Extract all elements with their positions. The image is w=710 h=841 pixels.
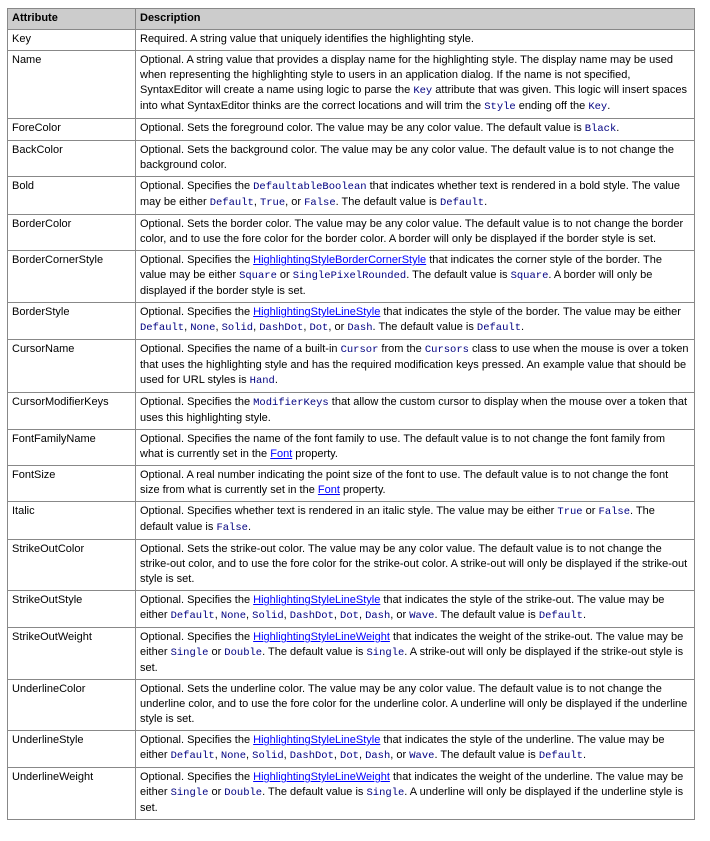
code-literal: Default bbox=[440, 197, 485, 209]
code-literal: Wave bbox=[409, 610, 435, 622]
description-text: Optional. Specifies the bbox=[140, 771, 254, 783]
attribute-table-body bbox=[8, 30, 695, 820]
table-row bbox=[8, 768, 695, 820]
attribute-description bbox=[136, 251, 695, 303]
description-text: that indicates the style of the border. The value may be either bbox=[380, 306, 681, 318]
code-literal: Default bbox=[209, 197, 254, 209]
description-text: , bbox=[358, 749, 366, 761]
description-text: . bbox=[484, 196, 488, 208]
description-text: , bbox=[214, 749, 221, 761]
doc-link[interactable]: Font bbox=[317, 484, 340, 496]
description-text: . The default value is bbox=[434, 609, 539, 621]
description-text: Optional. Specifies whether text is rendered in an italic style. The value may be either bbox=[140, 505, 558, 517]
description-text: , bbox=[215, 321, 222, 333]
code-literal: ModifierKeys bbox=[253, 397, 329, 409]
description-text: Optional. Specifies the bbox=[140, 396, 254, 408]
table-row bbox=[8, 119, 695, 141]
code-literal: Solid bbox=[252, 610, 284, 622]
description-text: Optional. Specifies the bbox=[140, 631, 254, 643]
description-text: , bbox=[283, 749, 290, 761]
description-text: Optional. A string value that provides a display name for the highlighting style. The display name may be used when representing the highlighting style to users in an application dialog. If the name is not specified, SyntaxEditor will create a name using logic to parse the bbox=[140, 54, 673, 96]
description-text: Optional. Specifies the name of a built-in bbox=[140, 343, 341, 355]
description-text: or bbox=[276, 269, 293, 281]
table-row bbox=[8, 430, 695, 466]
table-row bbox=[8, 51, 695, 119]
attribute-name: BorderCornerStyle bbox=[8, 251, 136, 303]
description-text: , or bbox=[390, 749, 410, 761]
attribute-description bbox=[136, 502, 695, 540]
code-literal: Solid bbox=[252, 750, 284, 762]
table-row bbox=[8, 680, 695, 731]
code-literal: Hand bbox=[249, 375, 275, 387]
description-text: , bbox=[184, 321, 191, 333]
attribute-name: StrikeOutStyle bbox=[8, 591, 136, 628]
description-text: . The default value is bbox=[434, 749, 539, 761]
code-literal: True bbox=[557, 506, 583, 518]
description-text: , or bbox=[328, 321, 348, 333]
description-text: , bbox=[303, 321, 310, 333]
attribute-description bbox=[136, 540, 695, 591]
description-text: , bbox=[253, 321, 260, 333]
description-text: , bbox=[333, 609, 341, 621]
code-literal: None bbox=[220, 610, 247, 622]
attribute-description bbox=[136, 215, 695, 251]
attribute-name: UnderlineStyle bbox=[8, 731, 136, 768]
description-text: that indicates the style of the strike-out. The value may be either bbox=[140, 594, 665, 621]
code-literal: DashDot bbox=[289, 610, 334, 622]
description-text: class to use when the mouse is over a token that uses the highlighting style and has the required modification keys pressed. An example value that should be used for URL styles is bbox=[140, 343, 689, 386]
description-text: property. bbox=[339, 484, 386, 496]
description-text: Optional. Sets the border color. The value may be any color value. The default value is to not change the border color, and to use the fore color for the border color. A border will only be displayed if the border style is set. bbox=[140, 218, 684, 245]
description-text: that indicates the corner style of the border. The value may be either bbox=[140, 254, 662, 281]
attribute-name: Bold bbox=[8, 177, 136, 215]
table-row bbox=[8, 502, 695, 540]
description-text: . A strike-out will only be displayed if the strike-out style is set. bbox=[140, 646, 684, 674]
table-row bbox=[8, 303, 695, 340]
description-text: or bbox=[582, 505, 599, 517]
description-text: that allow the custom cursor to display when the mouse over a token that uses this highlighting style. bbox=[140, 396, 688, 424]
code-literal: Cursor bbox=[340, 344, 379, 356]
code-literal: Solid bbox=[221, 322, 254, 334]
description-text: . The default value is bbox=[335, 196, 440, 208]
description-text: . bbox=[582, 749, 586, 761]
code-literal: Black bbox=[584, 123, 617, 135]
doc-link[interactable]: HighlightingStyleLineWeight bbox=[253, 631, 390, 643]
description-text: Optional. Specifies the name of the font family to use. The default value is to not change the font family from what is currently set in the bbox=[140, 433, 666, 460]
description-text: . bbox=[521, 321, 525, 333]
attribute-description bbox=[136, 628, 695, 680]
description-text: Optional. Specifies the bbox=[140, 180, 254, 192]
attribute-description bbox=[136, 303, 695, 340]
attribute-name: FontSize bbox=[8, 466, 136, 502]
column-header-description: Description bbox=[136, 9, 695, 30]
table-row bbox=[8, 251, 695, 303]
code-literal: Double bbox=[224, 647, 263, 659]
code-literal: Style bbox=[484, 101, 516, 113]
description-text: , bbox=[333, 749, 341, 761]
attribute-description bbox=[136, 177, 695, 215]
description-text: that indicates the style of the underline. The value may be either bbox=[140, 734, 665, 761]
code-literal: Default bbox=[538, 610, 583, 622]
table-row bbox=[8, 30, 695, 51]
code-literal: Wave bbox=[409, 750, 435, 762]
code-literal: True bbox=[259, 197, 286, 209]
description-text: . The default value is bbox=[140, 505, 655, 533]
attribute-name: BorderStyle bbox=[8, 303, 136, 340]
attribute-description bbox=[136, 141, 695, 177]
table-row bbox=[8, 591, 695, 628]
code-literal: Single bbox=[366, 647, 405, 659]
code-literal: Square bbox=[239, 270, 277, 282]
attribute-description bbox=[136, 466, 695, 502]
code-literal: Dash bbox=[365, 610, 391, 622]
description-text: . The default value is bbox=[406, 269, 511, 281]
description-text: Optional. Sets the foreground color. The value may be any color value. The default value is bbox=[140, 122, 585, 134]
description-text: . A underline will only be displayed if the underline style is set. bbox=[140, 786, 684, 814]
description-text: . The default value is bbox=[262, 786, 367, 798]
description-text: Optional. A real number indicating the point size of the font to use. The default value is to not change the font size from what is currently set in the bbox=[140, 469, 669, 496]
attribute-name: UnderlineWeight bbox=[8, 768, 136, 820]
description-text: , or bbox=[285, 196, 305, 208]
code-literal: Single bbox=[170, 647, 209, 659]
description-text: Optional. Specifies the bbox=[140, 734, 254, 746]
attribute-description bbox=[136, 340, 695, 393]
description-text: Optional. Specifies the bbox=[140, 254, 254, 266]
description-text: Optional. Sets the background color. The value may be any color value. The default value is to not change the background color. bbox=[140, 144, 675, 171]
description-text: or bbox=[208, 646, 225, 658]
attribute-description bbox=[136, 591, 695, 628]
attribute-name: Name bbox=[8, 51, 136, 119]
table-row bbox=[8, 466, 695, 502]
attribute-name: FontFamilyName bbox=[8, 430, 136, 466]
doc-link[interactable]: HighlightingStyleLineStyle bbox=[253, 594, 381, 606]
table-row bbox=[8, 340, 695, 393]
attribute-name: ForeColor bbox=[8, 119, 136, 141]
table-header-row bbox=[8, 9, 695, 30]
code-literal: Key bbox=[413, 85, 433, 97]
description-text: . A border will only be displayed if the border style is set. bbox=[140, 269, 653, 297]
code-literal: Default bbox=[140, 322, 185, 334]
description-text: , bbox=[253, 196, 260, 208]
doc-link[interactable]: HighlightingStyleLineWeight bbox=[253, 771, 390, 783]
code-literal: Single bbox=[366, 787, 405, 799]
doc-link[interactable]: HighlightingStyleLineStyle bbox=[253, 306, 381, 318]
code-literal: Key bbox=[588, 101, 608, 113]
description-text: . bbox=[247, 521, 252, 533]
table-row bbox=[8, 628, 695, 680]
table-row bbox=[8, 215, 695, 251]
attribute-description bbox=[136, 768, 695, 820]
attribute-name: UnderlineColor bbox=[8, 680, 136, 731]
description-text: or bbox=[208, 786, 225, 798]
description-text: , bbox=[246, 609, 253, 621]
description-text: . bbox=[582, 609, 586, 621]
description-text: Optional. Specifies the bbox=[140, 594, 254, 606]
attribute-description bbox=[136, 731, 695, 768]
code-literal: False bbox=[598, 506, 631, 518]
code-literal: Default bbox=[170, 610, 215, 622]
attribute-name: Key bbox=[8, 30, 136, 51]
description-text: , bbox=[283, 609, 290, 621]
attribute-description bbox=[136, 30, 695, 51]
attribute-description bbox=[136, 430, 695, 466]
code-literal: Default bbox=[170, 750, 215, 762]
description-text: Optional. Specifies the bbox=[140, 306, 254, 318]
description-text: . The default value is bbox=[372, 321, 477, 333]
table-row bbox=[8, 540, 695, 591]
attribute-description bbox=[136, 51, 695, 119]
description-text: ending off the bbox=[515, 100, 589, 112]
code-literal: Dot bbox=[309, 322, 329, 334]
code-literal: Default bbox=[538, 750, 583, 762]
description-text: , bbox=[214, 609, 221, 621]
description-text: . bbox=[607, 100, 611, 112]
doc-link[interactable]: HighlightingStyleLineStyle bbox=[253, 734, 381, 746]
code-literal: Dot bbox=[340, 610, 359, 622]
code-literal: Dot bbox=[340, 750, 359, 762]
description-text: . bbox=[274, 374, 278, 386]
table-row bbox=[8, 731, 695, 768]
code-literal: SinglePixelRounded bbox=[292, 270, 407, 282]
attribute-name: Italic bbox=[8, 502, 136, 540]
code-literal: Cursors bbox=[424, 344, 469, 356]
description-text: , bbox=[358, 609, 366, 621]
attribute-name: BackColor bbox=[8, 141, 136, 177]
description-text: Required. A string value that uniquely identifies the highlighting style. bbox=[140, 33, 474, 45]
code-literal: Default bbox=[476, 322, 522, 334]
description-text: attribute that was given. This logic will insert spaces into what SyntaxEditor thinks are the correct locations and will trim the bbox=[140, 84, 687, 112]
table-row bbox=[8, 393, 695, 430]
description-text: . bbox=[616, 122, 620, 134]
table-row bbox=[8, 141, 695, 177]
code-literal: DefaultableBoolean bbox=[253, 181, 367, 193]
attribute-description bbox=[136, 119, 695, 141]
attribute-description bbox=[136, 680, 695, 731]
code-literal: False bbox=[216, 522, 248, 534]
description-text: that indicates the weight of the strike-out. The value may be either bbox=[140, 631, 684, 658]
description-text: that indicates whether text is rendered in a bold style. The value may be either bbox=[140, 180, 681, 208]
code-literal: Double bbox=[224, 787, 263, 799]
attribute-name: BorderColor bbox=[8, 215, 136, 251]
attribute-name: CursorName bbox=[8, 340, 136, 393]
code-literal: False bbox=[304, 197, 336, 209]
attribute-name: CursorModifierKeys bbox=[8, 393, 136, 430]
description-text: that indicates the weight of the underline. The value may be either bbox=[140, 771, 684, 798]
description-text: Optional. Sets the strike-out color. The value may be any color value. The default value is to not change the strike-out color, and to use the fore color for the strike-out color. A strike-out will only be displayed if the strike-out style is set. bbox=[140, 543, 688, 585]
description-text: . The default value is bbox=[262, 646, 367, 658]
attribute-description bbox=[136, 393, 695, 430]
table-row bbox=[8, 177, 695, 215]
code-literal: Dash bbox=[365, 750, 391, 762]
description-text: from the bbox=[378, 343, 425, 355]
description-text: , or bbox=[390, 609, 410, 621]
code-literal: Dash bbox=[347, 322, 373, 334]
code-literal: DashDot bbox=[289, 750, 334, 762]
column-header-attribute: Attribute bbox=[8, 9, 136, 30]
attribute-table bbox=[7, 8, 695, 820]
doc-link[interactable]: HighlightingStyleBorderCornerStyle bbox=[253, 254, 427, 266]
description-text: Optional. Sets the underline color. The value may be any color value. The default value is to not change the underline color, and to use the fore color for the underline color. A underline will only be displayed if the underline style is set. bbox=[140, 683, 688, 725]
attribute-name: StrikeOutWeight bbox=[8, 628, 136, 680]
code-literal: Square bbox=[510, 270, 549, 282]
doc-link[interactable]: Font bbox=[270, 448, 293, 460]
description-text: , bbox=[246, 749, 253, 761]
attribute-name: StrikeOutColor bbox=[8, 540, 136, 591]
code-literal: Single bbox=[170, 787, 209, 799]
code-literal: DashDot bbox=[259, 322, 304, 334]
code-literal: None bbox=[220, 750, 247, 762]
description-text: property. bbox=[292, 448, 338, 460]
code-literal: None bbox=[190, 322, 216, 334]
